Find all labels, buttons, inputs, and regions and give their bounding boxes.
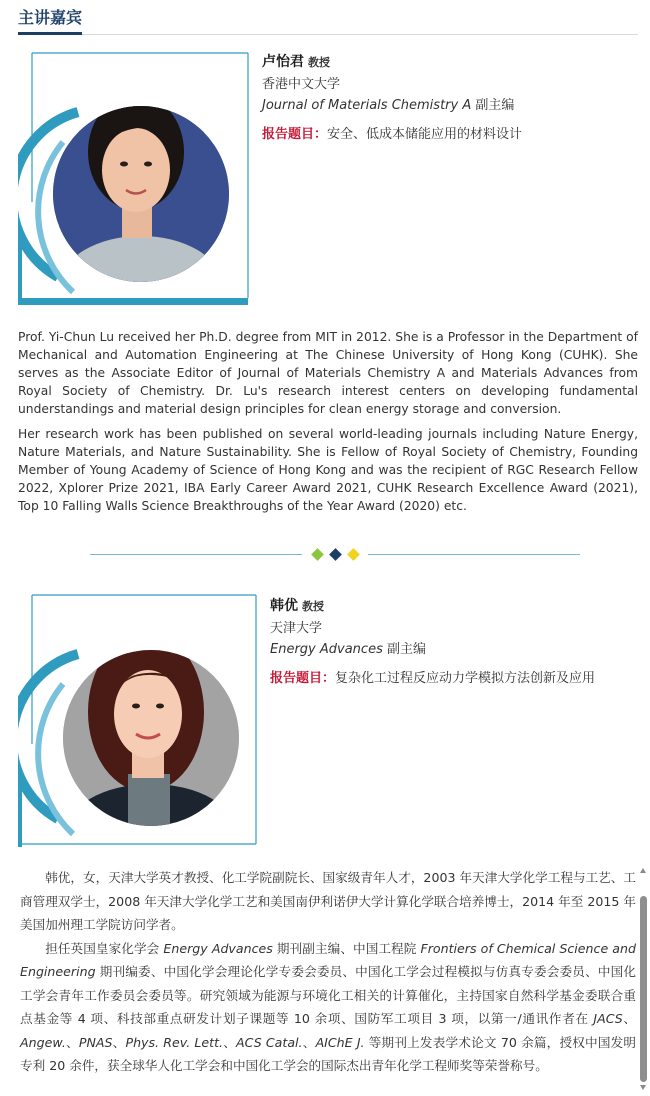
topic-text: 安全、低成本储能应用的材料设计 <box>327 127 523 142</box>
speaker-info-1 <box>262 52 632 145</box>
section-header <box>18 8 638 35</box>
speaker-name-line <box>270 596 630 617</box>
bio-paragraph: 担任英国皇家化学会 Energy Advances 期刊副主编、中国工程院 Frontiers of Chemical Science and Engineering 期刊编委、中国化学会理论化学专委会委员、中国化工学会过程模拟与仿真专委会委员、中国化工学会青年工作委员会委员等。研究领域为能源与环境化工相关的计算催化，主持国家自然科学基金委联合重点基金等 4 项、科技部重点研发计划子课题等 10 余项、国防军工项目 3 项，以第一/通讯作者在 JACS、Angew.、PNAS、Phys. Rev. Lett.、ACS Catal.、AIChE J. 等期刊上发表学术论文 70 余篇，授权中国发明专利 20 余件，获全球华人化工学会和中国化工学会的国际杰出青年化学工程师奖等荣誉称号。 <box>20 940 637 1073</box>
speaker-bio-1 <box>18 328 638 522</box>
scrollbar-thumb[interactable] <box>640 896 647 1082</box>
speaker-title: 教授 <box>302 600 324 613</box>
speaker-topic-line <box>270 668 630 689</box>
speaker-name: 韩优 <box>270 598 298 614</box>
bio-scrollbar[interactable] <box>639 866 648 1092</box>
section-title: 主讲嘉宾 <box>18 8 82 35</box>
speaker-photo-2 <box>18 594 248 846</box>
section-divider <box>90 548 580 562</box>
speaker-role: 副主编 <box>386 642 426 657</box>
speaker-affiliation: 香港中文大学 <box>262 77 341 92</box>
bio-paragraph: 韩优，女，天津大学英才教授、化工学院副院长、国家级青年人才，2003 年天津大学化学工程与工艺、工商管理双学士，2008 年天津大学化学工艺和美国南伊利诺伊大学计算化学联合培养博士，2014 年至 2015 年美国加州理工学院访问学者。 <box>20 870 636 932</box>
divider-line-left <box>90 554 302 555</box>
scroll-down-arrow-icon[interactable] <box>640 1085 646 1090</box>
divider-line-right <box>368 554 580 555</box>
speaker-journal-role <box>262 95 632 116</box>
speaker-topic-line <box>262 124 632 145</box>
topic-label: 报告题目： <box>262 127 328 142</box>
speaker-journal: Energy Advances <box>270 642 383 657</box>
speaker-bio-2 <box>20 866 636 1078</box>
speaker-journal-role <box>270 639 630 660</box>
divider-diamond-yellow <box>347 548 360 561</box>
speaker-photo-1 <box>18 52 248 304</box>
bio-paragraph: Her research work has been published on several world-leading journals including Nature Energy, Nature Materials, and Nature Sustainability. She is Fellow of Royal Society of Chemistry, Founding Member of Young Academy of Science of Hong Kong and was the recipient of RGC Research Fellow 2022, Xplorer Prize 2021, IBA Early Career Award 2021, CUHK Research Excellence Award (2021), Top 10 Falling Walls Science Breakthroughs of the Year Award (2020) etc. <box>18 427 638 513</box>
speaker-role: 副主编 <box>475 98 515 113</box>
bio-paragraph: Prof. Yi-Chun Lu received her Ph.D. degree from MIT in 2012. She is a Professor in the Department of Mechanical and Automation Engineering at The Chinese University of Hong Kong (CUHK). She serves as the Associate Editor of Journal of Materials Chemistry A and Materials Advances from Royal Society of Chemistry. Dr. Lu's research interest centers on developing fundamental understandings and material design principles for clean energy storage and conversion. <box>18 330 638 416</box>
scroll-up-arrow-icon[interactable] <box>640 868 646 873</box>
speaker-journal: Journal of Materials Chemistry A <box>262 98 472 113</box>
speaker-name: 卢怡君 <box>262 54 304 70</box>
speaker-affiliation: 天津大学 <box>270 621 323 636</box>
divider-diamond-navy <box>329 548 342 561</box>
divider-diamond-green <box>311 548 324 561</box>
speaker-info-2 <box>270 596 630 689</box>
speaker-name-line <box>262 52 632 73</box>
speaker-title: 教授 <box>308 56 330 69</box>
topic-text: 复杂化工过程反应动力学模拟方法创新及应用 <box>335 671 596 686</box>
topic-label: 报告题目： <box>270 671 336 686</box>
